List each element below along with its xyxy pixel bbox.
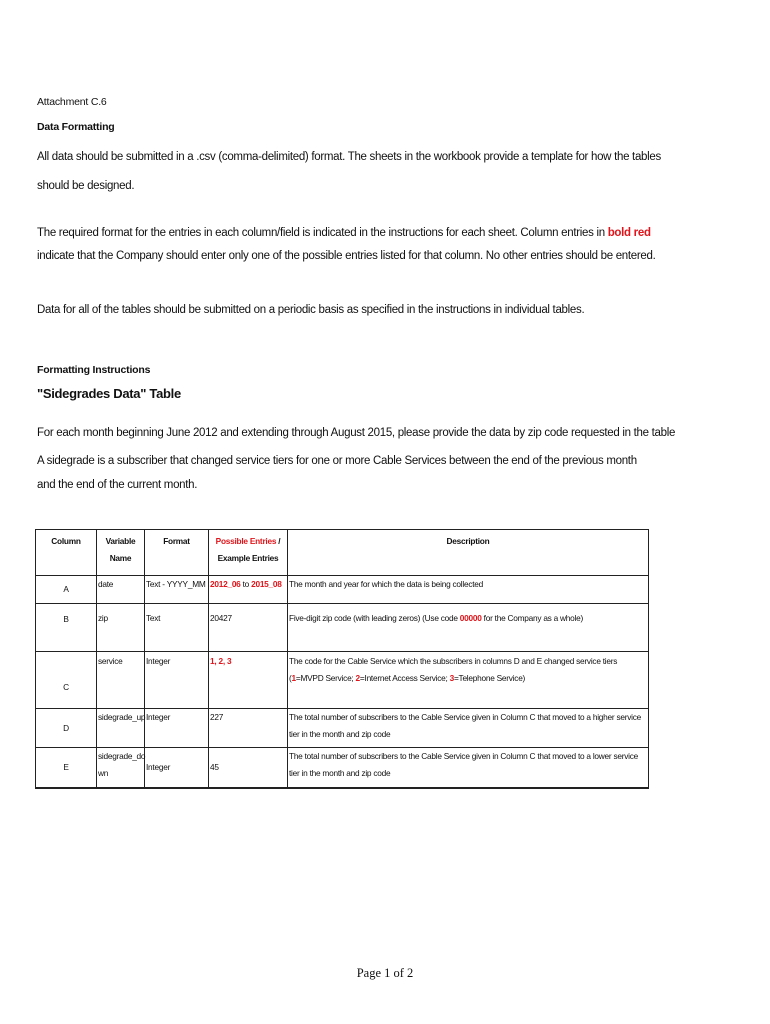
formatting-instructions-heading: Formatting Instructions [37,364,151,376]
row-variable: date [97,576,145,604]
bold-red-note: bold red [607,227,651,239]
section-title: Data Formatting [37,121,115,133]
header-variable-text: Variable [105,536,136,546]
variable-part-1: sidegrade_do [98,751,146,761]
row-description: The total number of subscribers to the Cable Service given in Column C that moved to a higher service tier in the month and zip code [288,709,649,748]
desc-label-2: =Internet Access Service; [359,673,450,683]
row-column-id: D [36,709,97,748]
instruction-line-1: For each month beginning June 2012 and extending through August 2015, please provide the data by zip code requested in the table [37,427,676,439]
row-variable [97,748,145,788]
intro-paragraph-1-line-2: should be designed. [37,180,135,192]
entry-codes: 1, 2, 3 [210,656,232,666]
row-format: Integer [145,652,209,709]
entry-start: 2012_06 [210,579,241,589]
desc-text: Five-digit zip code (with leading zeros) (Use code [289,613,460,623]
row-entries: 45 [209,748,288,788]
table-header-row [36,530,649,576]
entry-end: 2015_08 [251,579,282,589]
row-column-id: E [36,748,97,788]
desc-code-1: 1 [291,673,296,683]
desc-text: The code for the Cable Service which the subscribers in columns D and E changed service tiers ( [289,656,618,683]
row-format: Text [145,604,209,652]
header-name-text: Name [109,553,132,563]
row-entries [209,576,288,604]
instruction-line-3: and the end of the current month. [37,479,198,491]
row-column-id: C [36,652,97,709]
table-row [36,576,649,604]
row-variable: zip [97,604,145,652]
desc-red-code: 00000 [459,613,482,623]
intro-paragraph-3: Data for all of the tables should be submitted on a periodic basis as specified in the instructions in individual tables. [37,304,585,316]
desc-label-1: =MVPD Service; [295,673,356,683]
header-example-entries: Example Entries [217,553,279,563]
variable-part-2: wn [98,768,109,778]
header-column: Column [36,530,97,576]
header-possible-entries [209,530,288,576]
row-format: Text - YYYY_MM [145,576,209,604]
table-row [36,604,649,652]
header-description: Description [288,530,649,576]
intro-paragraph-1-line-1: All data should be submitted in a .csv (comma-delimited) format. The sheets in the workbook provide a template for how the tables [37,151,661,163]
header-variable-name [97,530,145,576]
row-column-id: B [36,604,97,652]
desc-label-3: =Telephone Service) [453,673,526,683]
table-row [36,748,649,788]
row-variable: service [97,652,145,709]
row-column-id: A [36,576,97,604]
header-slash: / [276,536,281,546]
table-row [36,652,649,709]
desc-text-end: for the Company as a whole) [481,613,583,623]
row-description: The month and year for which the data is being collected [288,576,649,604]
intro-p2-text: The required format for the entries in each column/field is indicated in the instructions for each sheet. Column entries in [37,227,608,239]
row-format: Integer [145,748,209,788]
row-variable: sidegrade_up [97,709,145,748]
header-format: Format [145,530,209,576]
header-possible-entries-red: Possible Entries [215,536,277,546]
table-row [36,709,649,748]
table-title: "Sidegrades Data" Table [37,386,181,401]
instruction-line-2: A sidegrade is a subscriber that changed service tiers for one or more Cable Services between the end of the previous month [37,455,637,467]
row-description [288,604,649,652]
row-description [288,652,649,709]
entry-to: to [240,579,252,589]
row-format: Integer [145,709,209,748]
desc-code-2: 2 [355,673,360,683]
row-description: The total number of subscribers to the Cable Service given in Column C that moved to a lower service tier in the month and zip code [288,748,649,788]
intro-paragraph-2-line-1 [37,227,651,239]
row-entries: 20427 [209,604,288,652]
attachment-label: Attachment C.6 [37,96,107,108]
row-entries: 227 [209,709,288,748]
intro-paragraph-2-line-2: indicate that the Company should enter only one of the possible entries listed for that column. No other entries should be entered. [37,250,656,262]
desc-code-3: 3 [449,673,454,683]
page-number: Page 1 of 2 [356,966,414,980]
row-entries [209,652,288,709]
sidegrades-format-table [35,529,649,789]
